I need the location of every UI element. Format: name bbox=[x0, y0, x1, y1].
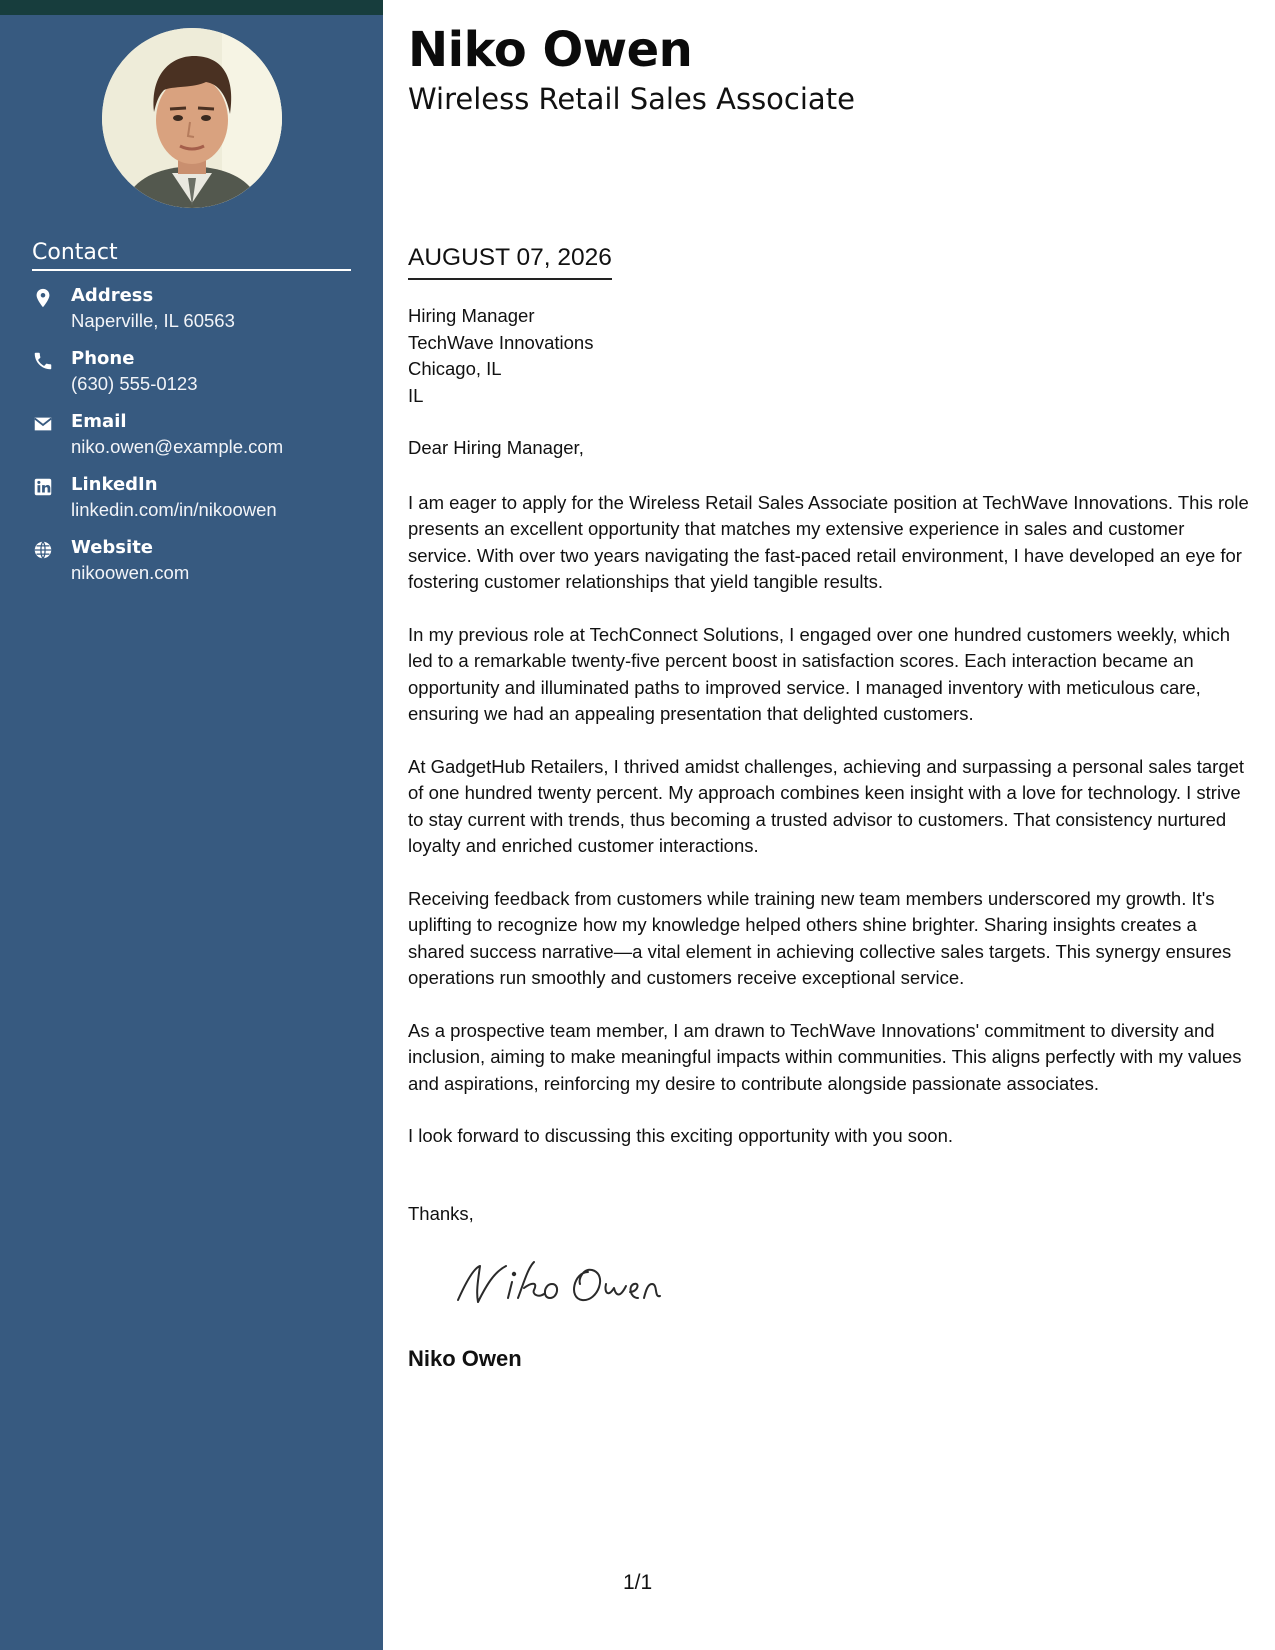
contact-value: linkedin.com/in/nikoowen bbox=[71, 499, 277, 520]
paragraph: I look forward to discussing this exciting opportunity with you soon. bbox=[408, 1125, 954, 1146]
sidebar-top-bar bbox=[0, 0, 383, 15]
contact-label: Website bbox=[71, 537, 154, 558]
closing: Thanks, bbox=[408, 1203, 474, 1224]
paragraph: In my previous role at TechConnect Solutions, I engaged over one hundred customers weekly, which led to a remarkable twenty-five percent boost in satisfaction scores. Each interaction became an opportunity and illuminated paths to improved service. I managed inventory with meticulous care, ensuring we had an appealing presentation that delighted customers. bbox=[408, 624, 1230, 724]
avatar bbox=[102, 28, 282, 208]
recipient-line: Chicago, IL bbox=[408, 358, 502, 379]
avatar-portrait-icon bbox=[102, 28, 282, 208]
applicant-name: Niko Owen bbox=[408, 22, 693, 78]
job-title: Wireless Retail Sales Associate bbox=[408, 82, 855, 116]
contact-value: Naperville, IL 60563 bbox=[71, 310, 235, 331]
globe-icon bbox=[32, 539, 54, 561]
linkedin-icon bbox=[32, 476, 54, 498]
contact-label: Email bbox=[71, 411, 127, 432]
recipient-line: Hiring Manager bbox=[408, 305, 535, 326]
contact-value: nikoowen.com bbox=[71, 562, 190, 583]
letter-date: AUGUST 07, 2026 bbox=[408, 244, 612, 280]
phone-icon bbox=[32, 350, 54, 372]
signature-image bbox=[448, 1252, 668, 1312]
contact-label: Address bbox=[71, 285, 154, 306]
signature-text: Niko Owen bbox=[558, 1310, 563, 1311]
recipient-line: IL bbox=[408, 384, 424, 406]
paragraph: I am eager to apply for the Wireless Retail Sales Associate position at TechWave Innovations. This role presents an excellent opportunity that matches my extensive experience in sales and customer service. With over two years navigating the fast-paced retail environment, I have developed an eye for fostering customer relationships that yield tangible results. bbox=[408, 492, 1249, 592]
contact-value: (630) 555-0123 bbox=[71, 373, 198, 394]
page-number: 1/1 bbox=[623, 1571, 653, 1594]
envelope-icon bbox=[32, 413, 54, 435]
contact-section-title: Contact bbox=[32, 240, 351, 271]
recipient-line: TechWave Innovations bbox=[408, 331, 594, 353]
contact-value: niko.owen@example.com bbox=[71, 436, 284, 457]
paragraph: At GadgetHub Retailers, I thrived amidst challenges, achieving and surpassing a personal sales target of one hundred twenty percent. My approach combines keen insight with a love for technology. I strive to stay current with trends, thus becoming a trusted advisor to customers. That consistency nurtured loyalty and enriched customer interactions. bbox=[408, 756, 1245, 856]
sidebar bbox=[0, 0, 383, 1650]
paragraph: As a prospective team member, I am drawn to TechWave Innovations' commitment to diversity and inclusion, aiming to make meaningful impacts within communities. This aligns perfectly with my values and aspirations, reinforcing my desire to contribute alongside passionate associates. bbox=[408, 1020, 1242, 1094]
signer-name: Niko Owen bbox=[408, 1346, 522, 1371]
recipient-block bbox=[408, 303, 593, 409]
greeting: Dear Hiring Manager, bbox=[408, 437, 584, 458]
paragraph: Receiving feedback from customers while training new team members underscored my growth. It's uplifting to recognize how my knowledge helped others shine brighter. Sharing insights creates a shared success narrative—a vital element in achieving collective sales targets. This synergy ensures operations run smoothly and customers receive exceptional service. bbox=[408, 888, 1232, 988]
map-pin-icon bbox=[32, 287, 54, 309]
contact-label: Phone bbox=[71, 348, 135, 369]
contact-label: LinkedIn bbox=[71, 474, 158, 495]
